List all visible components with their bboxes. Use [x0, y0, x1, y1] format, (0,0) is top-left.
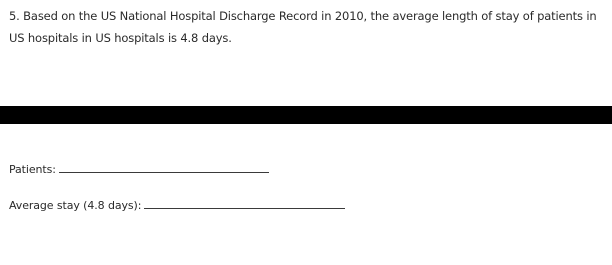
redaction-bar: [0, 106, 612, 124]
average-stay-row: [9, 199, 345, 212]
average-stay-answer-line[interactable]: [144, 208, 345, 209]
patients-row: [9, 163, 269, 176]
question-text: 5. Based on the US National Hospital Discharge Record in 2010, the average length of stay of patients in US hospitals in US hospitals is 4.8 days.: [9, 9, 597, 45]
patients-label: Patients:: [9, 163, 56, 176]
patients-answer-line[interactable]: [59, 172, 269, 173]
average-stay-label: Average stay (4.8 days):: [9, 199, 142, 212]
